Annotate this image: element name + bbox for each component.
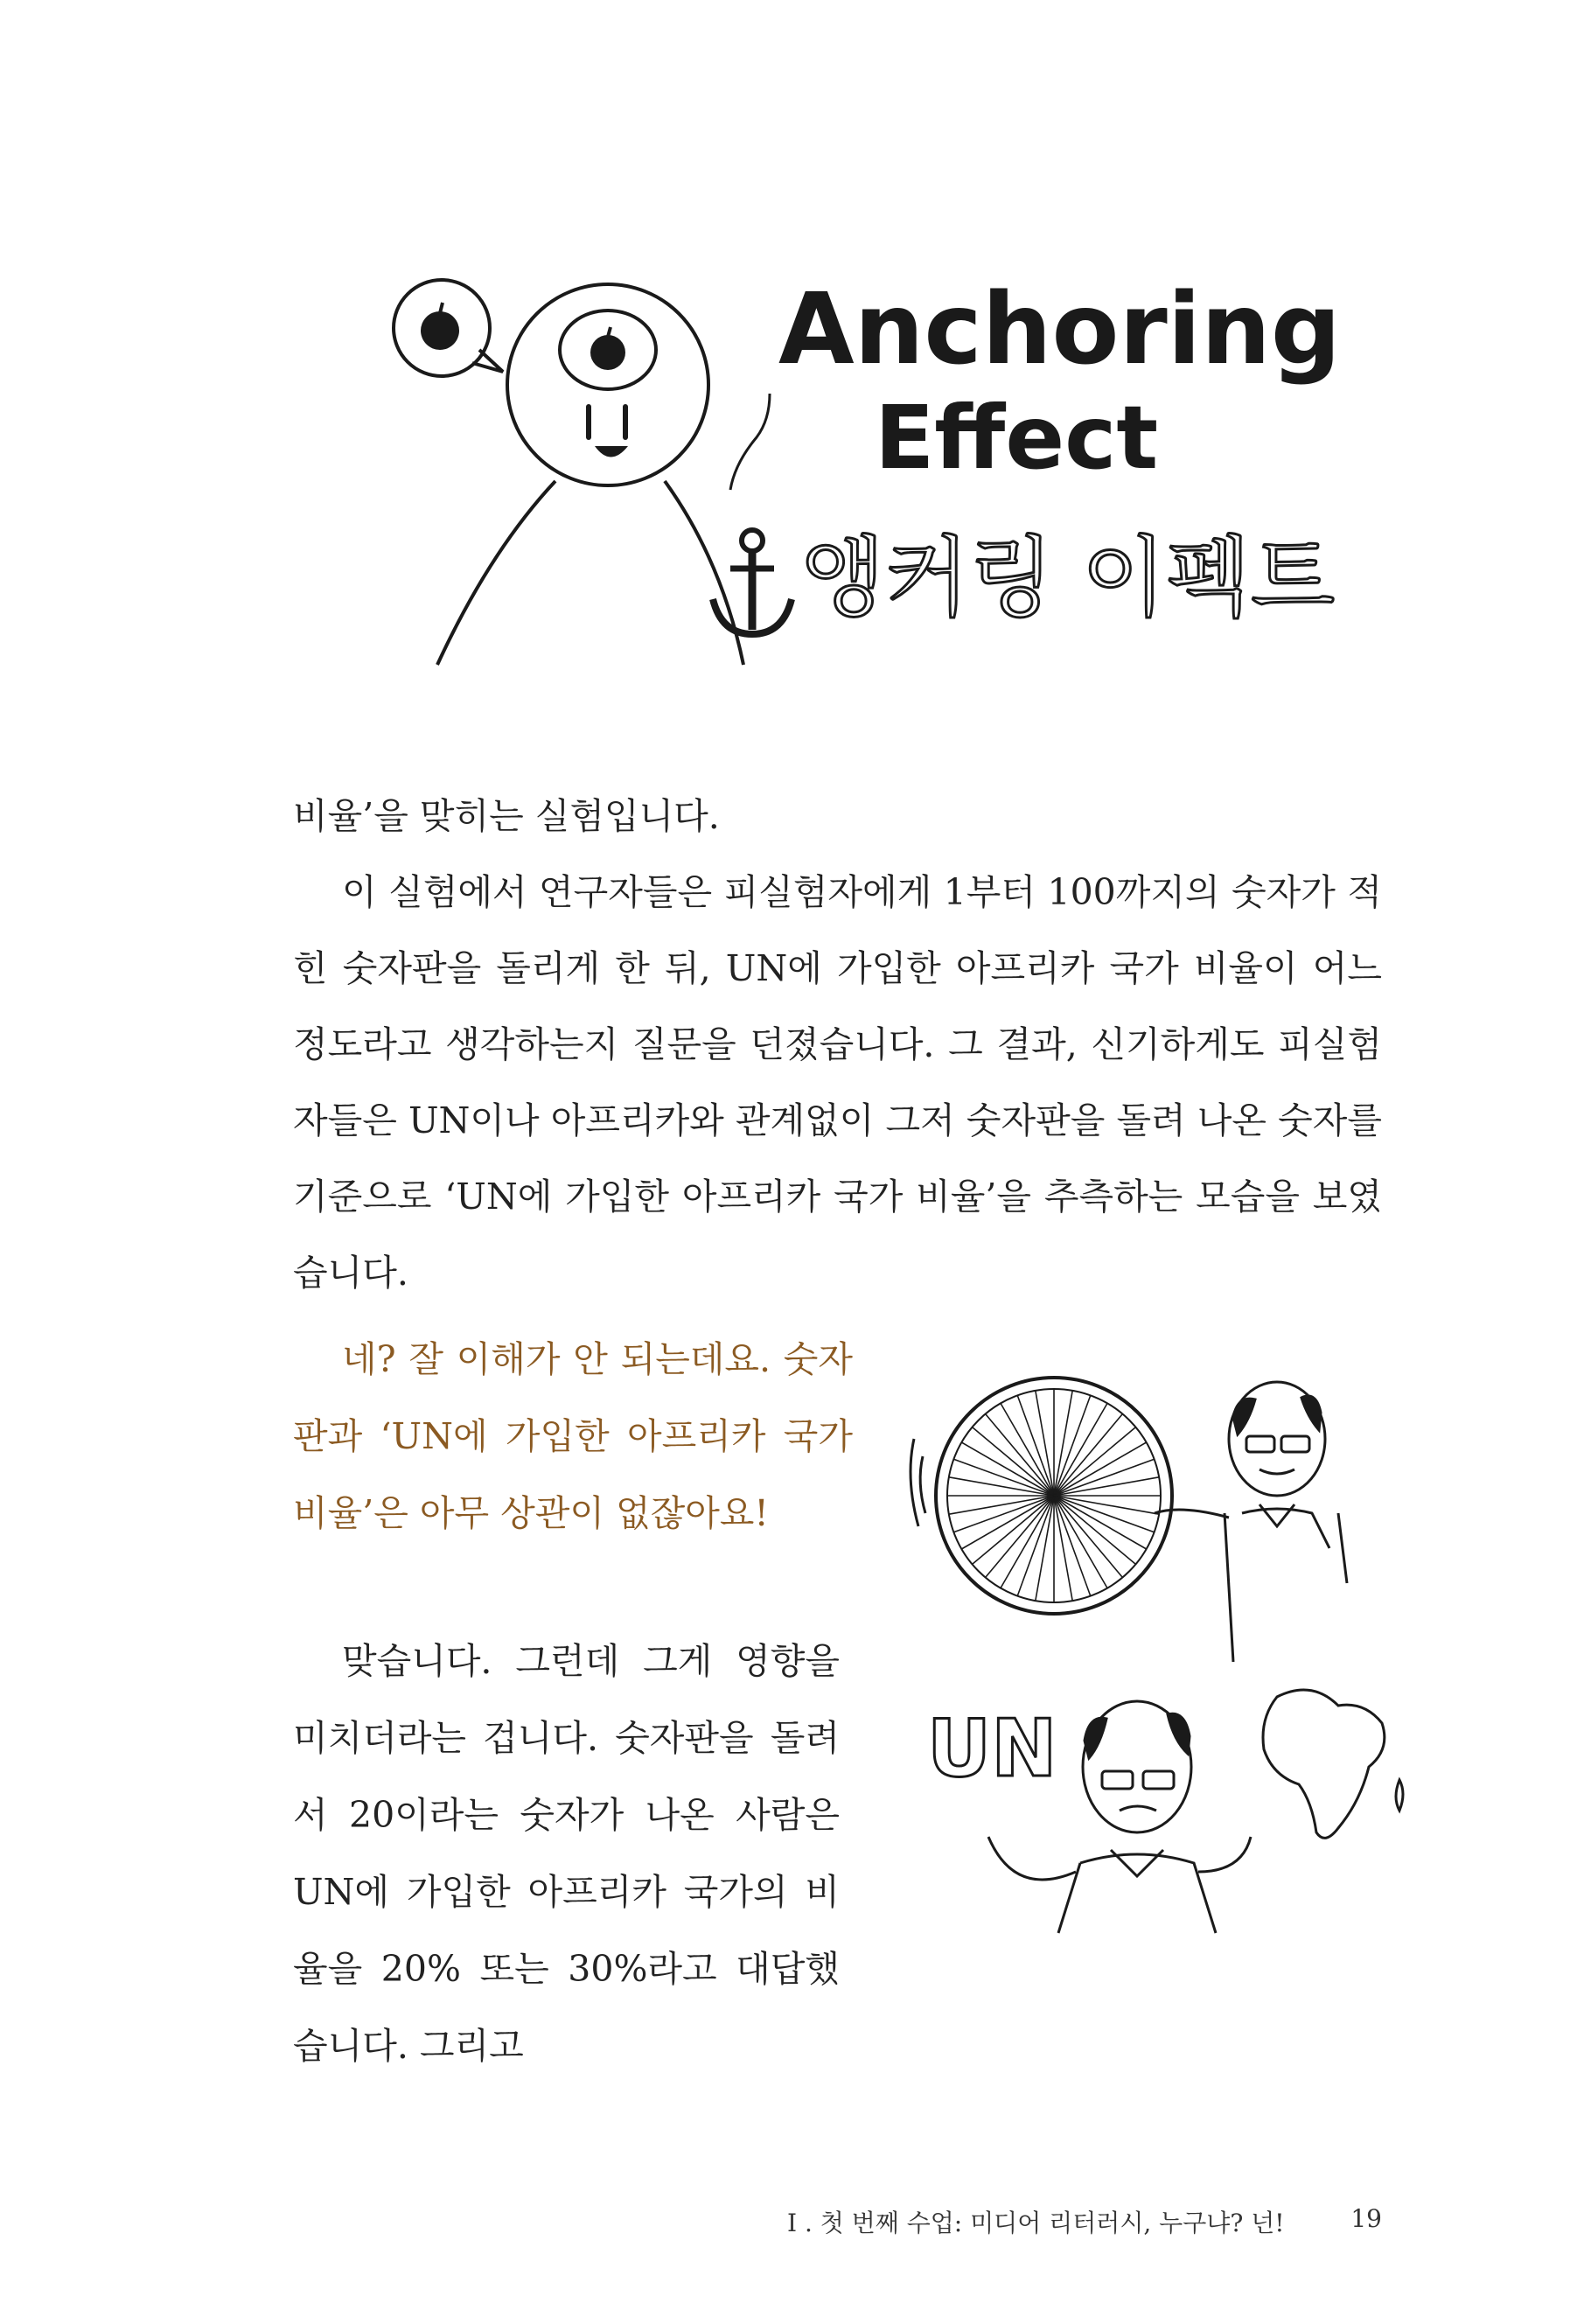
title-illustration — [385, 262, 1342, 673]
anchoring-effect-title-art — [385, 262, 1342, 673]
paragraph-2 — [293, 855, 1382, 1311]
title-korean: 앵커링 이펙트 — [800, 527, 1336, 629]
number-wheel-icon — [911, 1378, 1172, 1614]
paragraph-1: 비율’을 맞히는 실험입니다. — [293, 795, 720, 837]
professor-figure — [1155, 1382, 1347, 1662]
reader-question-text: 네? 잘 이해가 안 되는데요. 숫자판과 ‘UN에 가입한 아프리카 국가 비율’은 아무 상관이 없잖아요! — [293, 1338, 853, 1534]
africa-map-icon — [1263, 1690, 1403, 1838]
reader-question — [293, 1321, 853, 1552]
wheel-illustration — [892, 1373, 1382, 1671]
paragraph-2-text: 이 실험에서 연구자들은 피실험자에게 1부터 100까지의 숫자가 적힌 숫자판을 돌리게 한 뒤, UN에 가입한 아프리카 국가 비율이 어느 정도라고 생각하는지 질문을 던졌습니다. 그 결과, 신기하게도 피실험자들은 UN이나 아프리카와 관계없이 그저 숫자판을 돌려 나온 숫자를 기준으로 ‘UN에 가입한 아프리카 국가 비율’을 추측하는 모습을 보였습니다. — [293, 871, 1382, 1294]
title-line-1: Anchoring — [778, 273, 1342, 387]
anchor-icon — [713, 530, 792, 634]
un-text: UN — [927, 1703, 1057, 1795]
paragraph-3-text: 맞습니다. 그런데 그게 영향을 미치더라는 겁니다. 숫자판을 돌려서 20이라는 숫자가 나온 사람은 UN에 가입한 아프리카 국가의 비율을 20% 또는 30%라고 대답했습니다. 그리고 — [293, 1640, 840, 2067]
chapter-title: I . 첫 번째 수업: 미디어 리터러시, 누구냐? 넌! — [787, 2209, 1285, 2237]
speech-bubble — [394, 280, 503, 376]
un-africa-illustration — [927, 1671, 1417, 1968]
paragraph-3 — [293, 1623, 840, 2084]
page-number: 19 — [1350, 2204, 1382, 2233]
apple-icon — [590, 327, 625, 370]
apple-icon — [421, 303, 459, 350]
title-line-2: Effect — [875, 387, 1159, 489]
